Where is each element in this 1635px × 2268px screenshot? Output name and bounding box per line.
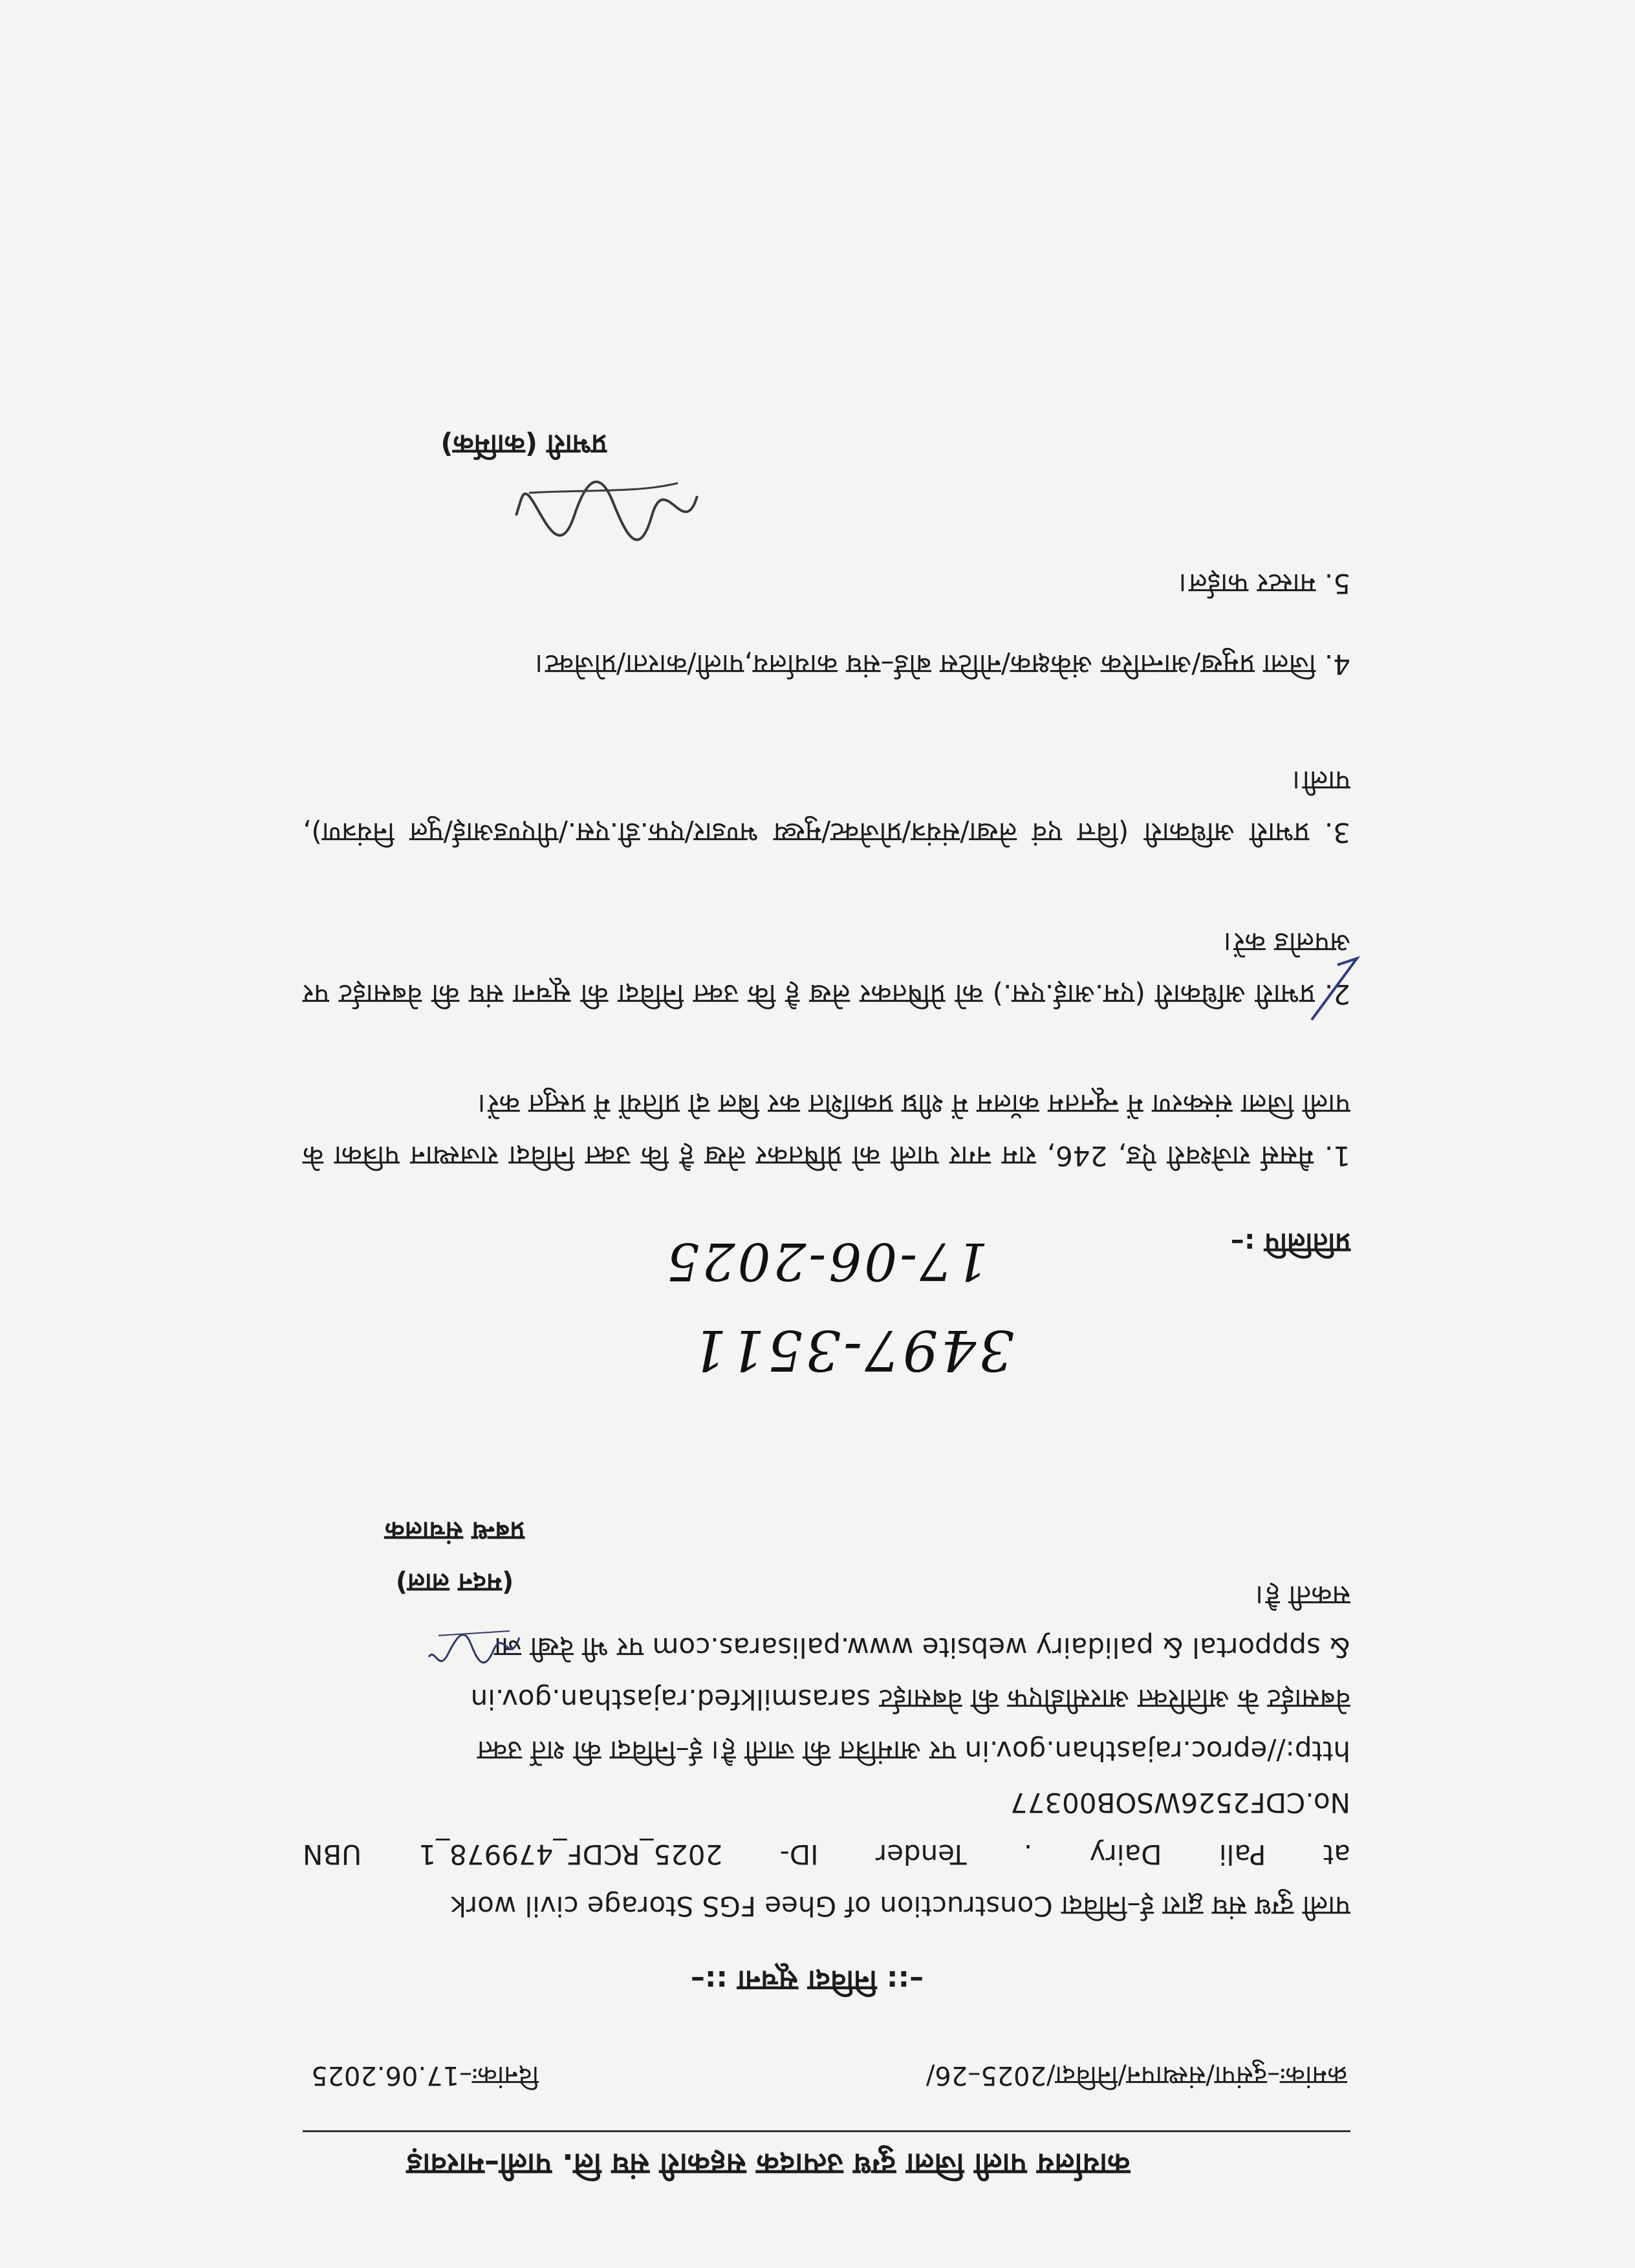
notice-line: वेबसाईट के अतिरिक्त आरसीडीएफ की वेबसाईट sarasmilkfed.rajasthan.gov.in	[470, 1683, 1350, 1715]
md-signature	[426, 1621, 523, 1673]
reference-number: क्रमांकः–दुसंपा/संस्थापन/निविदा/2025–26/	[926, 2060, 1347, 2090]
header-divider	[303, 2130, 1350, 2132]
cc-item: 1. मैसर्स राजेश्वरी ऐड, 246, राम नगर पाली को प्रेषितकर लेख है कि उक्त निविदा राजस्थान पत्रिका के पाली जिला संस्करण में न्यूनतम कॉलम में शीघ्र प्रकाशित कर बिल दो प्रतियों में प्रस्तुत करें।	[303, 1088, 1350, 1172]
notice-line: पाली दुग्ध संघ द्वारा ई–निविदा Construction of Ghee FGS Storage civil work	[450, 1890, 1350, 1922]
incharge-signature	[510, 457, 704, 554]
notice-line: at Pali Dairy . Tender ID- 2025_RCDF_479978_1 UBN No.CDF2526WSOB00377	[303, 1787, 1350, 1870]
tick-mark	[1305, 952, 1363, 1023]
cc-item: 2. प्रभारी अधिकारी (एम.आई.एस.) को प्रेषितकर लेख है कि उक्त निविदा की सूचना संघ की वेबसाईट पर अपलोड करें।	[303, 927, 1350, 1010]
cc-item: 3. प्रभारी अधिकारी (वित्त एवं लेखा/संयंत्र/प्रोजेक्ट/मुख्य भण्डार/एफ.डी.एस./पीएण्डआई/पुल नियंत्रण), पाली।	[303, 765, 1350, 848]
incharge-designation: प्रभारी (कार्मिक)	[440, 429, 607, 460]
notice-line: http://eproc.rajasthan.gov.in पर आमंत्रित की जाती है। ई–निविदा की शर्ते उक्त	[477, 1735, 1350, 1767]
cc-item: 5. मास्टर फाईल।	[1178, 568, 1350, 599]
notice-title: –:: निविदा सूचना ::–	[690, 1964, 924, 1997]
notice-line: & sppportal & palidairy website www.palisaras.com पर भी देखी जा	[494, 1632, 1350, 1663]
dispatch-date: 17-06-2025	[664, 1231, 988, 1291]
signatory-name: (मदन लाल)	[395, 1568, 514, 1597]
signatory-designation: प्रबन्ध संचालक	[385, 1516, 525, 1546]
cc-heading: प्रतिलिपि :–	[1230, 1227, 1350, 1259]
cc-item: 4. जिला प्रमुख/आन्तरिक अंकेक्षक/नोटिस बोर्ड–संघ कार्यालय,पाली/कारता/प्रोजेक्ट।	[535, 649, 1350, 680]
office-header: कार्यालय पाली जिला दुग्ध उत्पादक सहकारी संघ लि. पाली–मारवाड़	[406, 2147, 1131, 2182]
notice-line: सकती है।	[1255, 1580, 1350, 1612]
dispatch-numbers: 3497-3511	[689, 1317, 1014, 1382]
issue-date: दिनांकः–17.06.2025	[311, 2060, 539, 2090]
